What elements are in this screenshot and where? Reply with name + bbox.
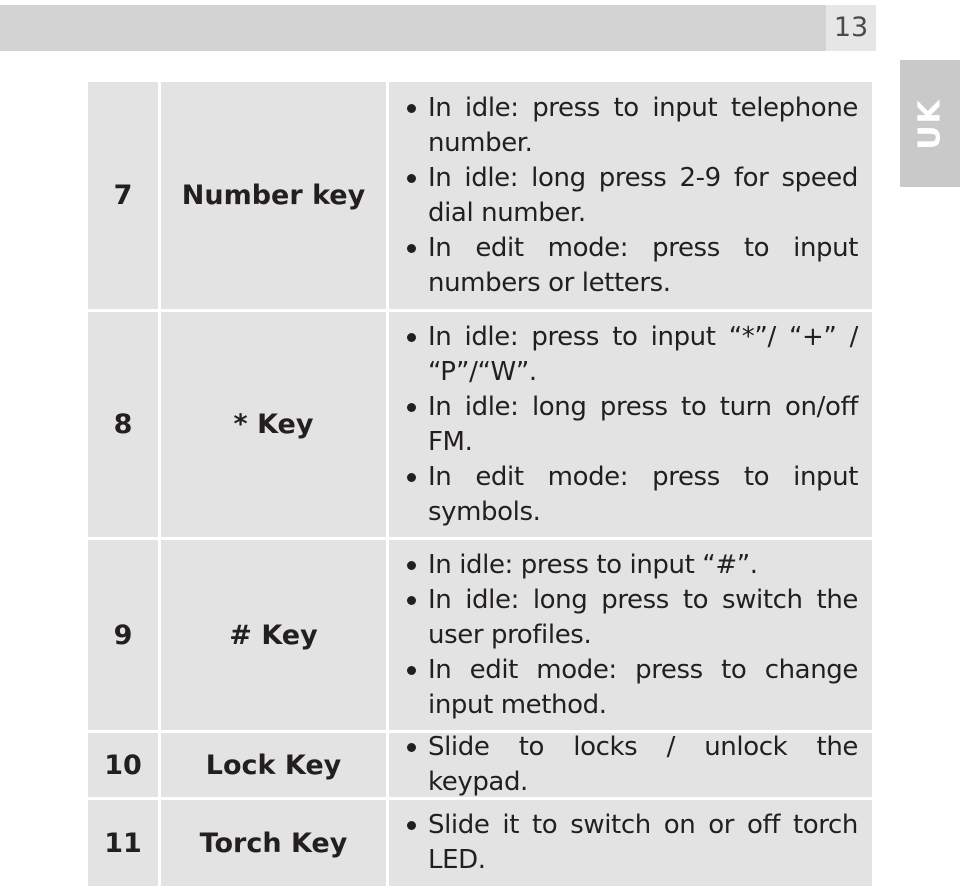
key-number: 11 [88, 800, 158, 886]
description-item: Slide to locks / unlock the keypad. [403, 730, 858, 800]
key-name: Torch Key [161, 800, 386, 886]
page-number: 13 [826, 5, 876, 51]
description-item: In idle: long press to turn on/off FM. [403, 390, 858, 460]
key-number: 8 [88, 312, 158, 537]
table-row [88, 312, 872, 537]
description-item: In idle: long press 2-9 for speed dial number. [403, 161, 858, 231]
table-row [88, 800, 872, 886]
table-row [88, 733, 872, 797]
language-tab [900, 60, 960, 187]
key-name: * Key [161, 312, 386, 537]
description-item: In idle: long press to switch the user profiles. [403, 583, 858, 653]
description-item: In edit mode: press to input numbers or letters. [403, 231, 858, 301]
key-name: Lock Key [161, 733, 386, 797]
key-description [389, 82, 872, 309]
key-number: 9 [88, 540, 158, 730]
description-item: In idle: press to input “*”/ “+” / “P”/“W”. [403, 320, 858, 390]
key-description [389, 312, 872, 537]
description-item: In idle: press to input “#”. [403, 548, 858, 583]
key-number: 10 [88, 733, 158, 797]
key-description [389, 540, 872, 730]
description-item: Slide it to switch on or off torch LED. [403, 808, 858, 878]
description-item: In edit mode: press to change input method. [403, 653, 858, 723]
key-name: Number key [161, 82, 386, 309]
description-item: In idle: press to input telephone number. [403, 91, 858, 161]
table-row [88, 82, 872, 309]
key-name: # Key [161, 540, 386, 730]
description-item: In edit mode: press to input symbols. [403, 460, 858, 530]
key-description [389, 800, 872, 886]
key-description [389, 733, 872, 797]
key-number: 7 [88, 82, 158, 309]
header-bar [0, 5, 826, 51]
table-row [88, 540, 872, 730]
language-tab-label: UK [912, 97, 948, 150]
